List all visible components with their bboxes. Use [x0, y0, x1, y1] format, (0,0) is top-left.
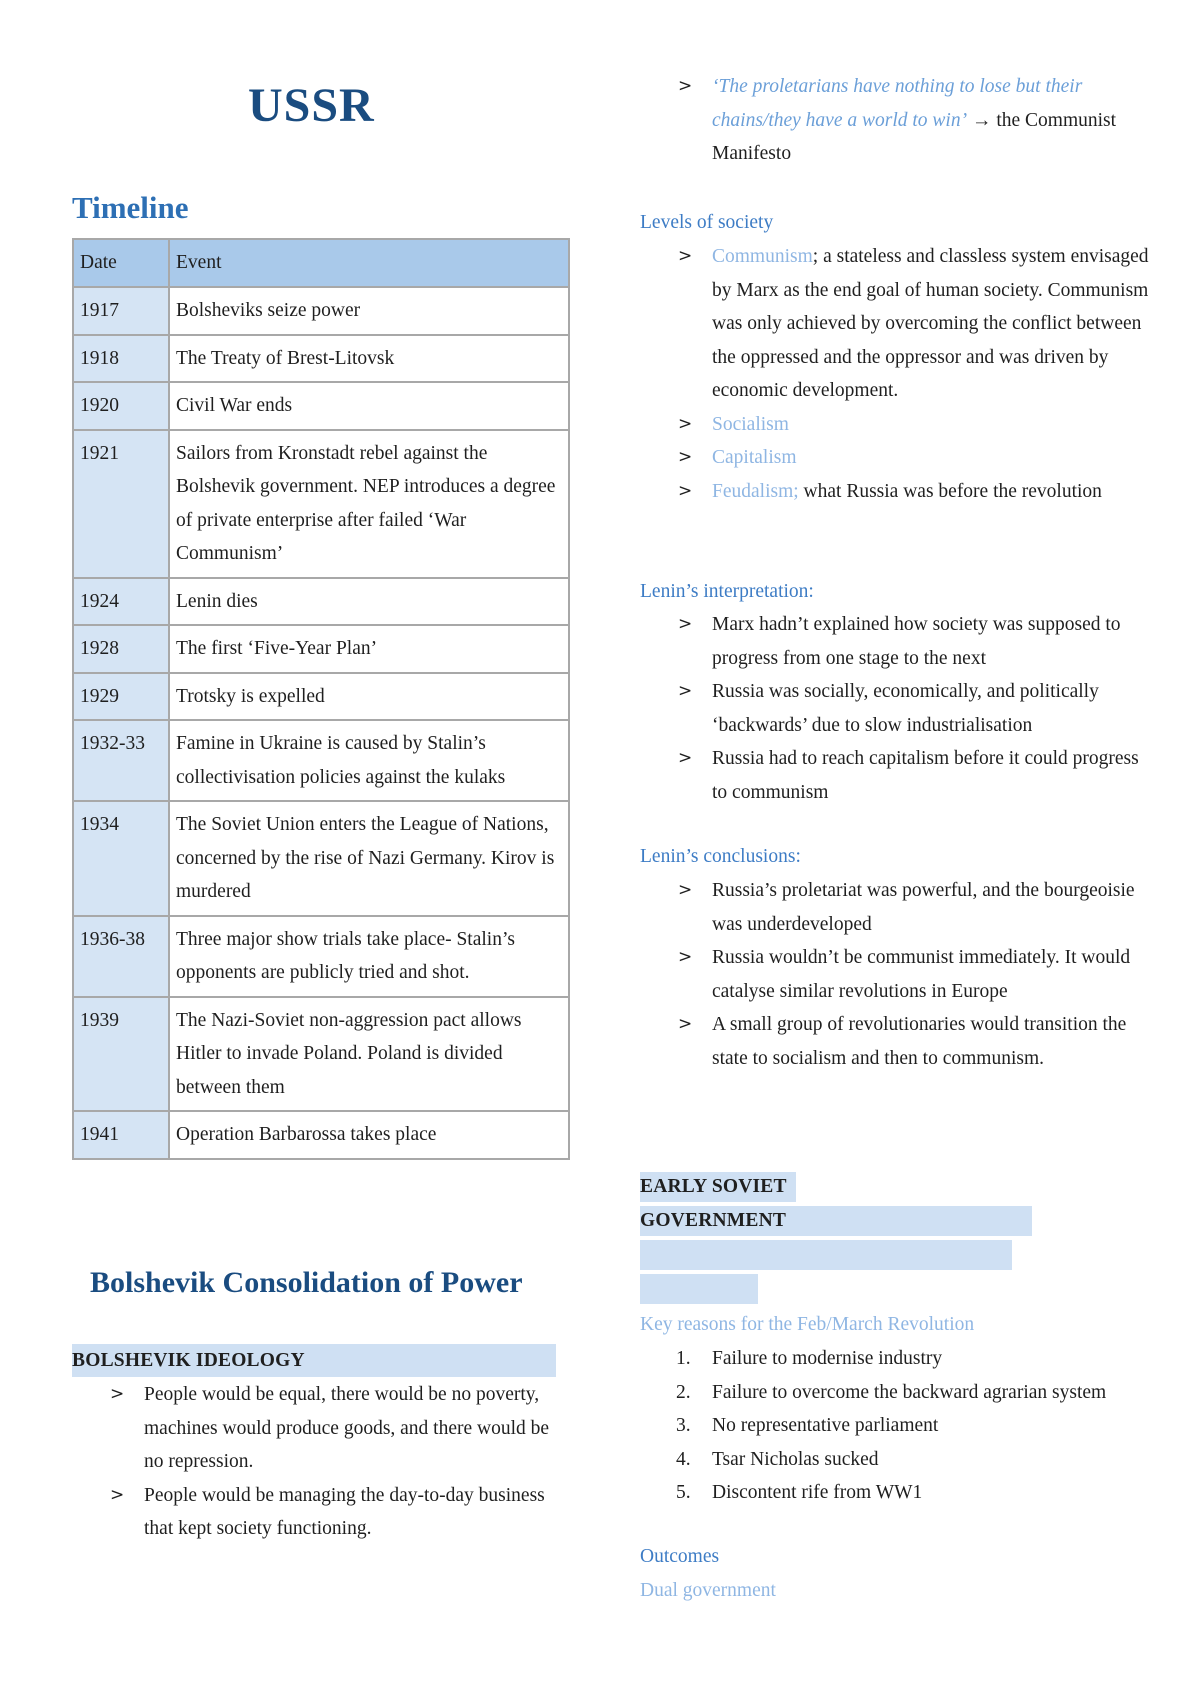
levels-list — [640, 240, 1150, 508]
table-row — [73, 382, 569, 430]
list-item — [72, 1378, 556, 1479]
table-row — [73, 1111, 569, 1159]
list-item-text: Tsar Nicholas sucked — [712, 1448, 879, 1470]
event-cell: The Treaty of Brest-Litovsk — [169, 335, 569, 383]
table-row — [73, 720, 569, 801]
manifesto-source: the Communist Manifesto — [712, 109, 1117, 164]
table-row — [73, 578, 569, 626]
date-cell: 1936-38 — [73, 916, 169, 997]
timeline-heading: Timeline — [72, 190, 189, 225]
list-item — [640, 1409, 1150, 1443]
list-item — [640, 1476, 1150, 1510]
date-cell: 1928 — [73, 625, 169, 673]
list-item-text: Russia’s proletariat was powerful, and the bourgeoisie was underdeveloped — [712, 880, 1135, 935]
ideology-label: BOLSHEVIK IDEOLOGY — [72, 1344, 556, 1377]
bullet-arrow-icon: > — [678, 447, 693, 467]
list-item-text: ; a stateless and classless system envisaged by Marx as the end goal of human society. Communism was only achieved by overcoming the conflict between the oppressed and the oppressor and was driven by economic development. — [712, 246, 1149, 401]
table-row — [73, 335, 569, 383]
date-cell: 1924 — [73, 578, 169, 626]
table-row — [73, 801, 569, 916]
list-item-text: Failure to overcome the backward agrarian system — [712, 1381, 1107, 1403]
list-item-text: Failure to modernise industry — [712, 1348, 943, 1369]
bullet-arrow-icon: > — [678, 76, 693, 96]
list-item-text: A small group of revolutionaries would transition the state to socialism and then to communism. — [712, 1014, 1127, 1069]
event-cell: Three major show trials take place- Stalin’s opponents are publicly tried and shot. — [169, 916, 569, 997]
reasons-heading: Key reasons for the Feb/March Revolution — [640, 1314, 975, 1335]
bullet-arrow-icon: > — [678, 246, 693, 266]
bullet-arrow-icon: > — [678, 413, 693, 434]
list-item — [640, 475, 1150, 509]
list-item-text: No representative parliament — [712, 1415, 939, 1436]
table-row — [73, 287, 569, 335]
bullet-arrow-icon: > — [678, 880, 693, 900]
bullet-arrow-icon: > — [678, 947, 693, 967]
event-cell: The first ‘Five-Year Plan’ — [169, 625, 569, 673]
list-item — [640, 1443, 1150, 1477]
date-cell: 1934 — [73, 801, 169, 916]
list-item-text: Russia had to reach capitalism before it could progress to communism — [712, 748, 1139, 803]
list-item — [640, 441, 1150, 475]
levels-heading: Levels of society — [640, 212, 774, 233]
table-row — [73, 625, 569, 673]
list-item — [640, 675, 1150, 742]
conclusions-heading: Lenin’s conclusions: — [640, 846, 801, 867]
event-cell: Famine in Ukraine is caused by Stalin’s collectivisation policies against the kulaks — [169, 720, 569, 801]
interpretation-list — [640, 608, 1150, 809]
date-cell: 1932-33 — [73, 720, 169, 801]
event-cell: Operation Barbarossa takes place — [169, 1111, 569, 1159]
conclusions-list — [640, 874, 1150, 1075]
bullet-arrow-icon: > — [678, 614, 693, 634]
event-cell: Bolsheviks seize power — [169, 287, 569, 335]
reasons-list — [640, 1342, 1150, 1510]
list-number: 5. — [676, 1482, 691, 1503]
list-item — [640, 70, 1150, 171]
term-link[interactable]: Socialism — [712, 413, 789, 435]
list-item — [640, 1342, 1150, 1376]
bullet-arrow-icon: > — [678, 681, 693, 701]
bullet-arrow-icon: > — [678, 748, 693, 768]
consolidation-heading: Bolshevik Consolidation of Power — [90, 1266, 523, 1299]
list-item — [640, 1008, 1150, 1075]
event-cell: Sailors from Kronstadt rebel against the Bolshevik government. NEP introduces a degree of private enterprise after failed ‘War Communism’ — [169, 430, 569, 578]
list-number: 3. — [676, 1415, 691, 1436]
government-label-line-1: EARLY SOVIET — [640, 1172, 796, 1202]
list-item-text: what Russia was before the revolution — [798, 480, 1102, 502]
list-item — [640, 742, 1150, 809]
arrow-glyph: → — [967, 109, 997, 131]
bullet-arrow-icon: > — [110, 1384, 125, 1404]
timeline-table — [72, 238, 570, 1160]
term-link[interactable]: Feudalism; — [712, 480, 799, 502]
event-cell: Lenin dies — [169, 578, 569, 626]
list-item — [640, 240, 1150, 408]
list-item — [640, 874, 1150, 941]
date-cell: 1939 — [73, 997, 169, 1112]
date-cell: 1917 — [73, 287, 169, 335]
date-cell: 1918 — [73, 335, 169, 383]
date-cell: 1920 — [73, 382, 169, 430]
outcomes-heading: Outcomes — [640, 1546, 720, 1567]
list-item — [640, 1376, 1150, 1410]
highlight-bar — [640, 1240, 1012, 1270]
list-item — [640, 608, 1150, 675]
government-label-line-2: GOVERNMENT — [640, 1206, 1032, 1236]
dual-government-heading: Dual government — [640, 1580, 776, 1601]
event-cell: Trotsky is expelled — [169, 673, 569, 721]
manifesto-quote: ‘The proletarians have nothing to lose but their chains/they have a world to win’ — [712, 76, 1083, 131]
list-item-text: People would be managing the day-to-day business that kept society functioning. — [144, 1484, 545, 1539]
table-row — [73, 430, 569, 578]
date-cell: 1921 — [73, 430, 169, 578]
event-cell: The Soviet Union enters the League of Nations, concerned by the rise of Nazi Germany. Kirov is murdered — [169, 801, 569, 916]
list-item-text: Discontent rife from WW1 — [712, 1482, 923, 1503]
table-row — [73, 673, 569, 721]
interpretation-heading: Lenin’s interpretation: — [640, 581, 814, 602]
table-header-row — [73, 239, 569, 287]
bullet-arrow-icon: > — [678, 1014, 693, 1034]
manifesto-list — [640, 70, 1150, 171]
table-row — [73, 997, 569, 1112]
list-item — [640, 941, 1150, 1008]
list-number: 1. — [676, 1348, 691, 1369]
event-cell: Civil War ends — [169, 382, 569, 430]
list-number: 2. — [676, 1381, 691, 1403]
bullet-arrow-icon: > — [110, 1484, 125, 1505]
term-link[interactable]: Capitalism — [712, 447, 797, 468]
date-cell: 1941 — [73, 1111, 169, 1159]
date-cell: 1929 — [73, 673, 169, 721]
ideology-list — [72, 1378, 556, 1546]
page-title: USSR — [248, 79, 375, 132]
column-header-event: Event — [169, 239, 569, 287]
event-cell: The Nazi-Soviet non-aggression pact allows Hitler to invade Poland. Poland is divided between them — [169, 997, 569, 1112]
list-item-text: Marx hadn’t explained how society was supposed to progress from one stage to the next — [712, 614, 1121, 669]
list-item-text: People would be equal, there would be no poverty, machines would produce goods, and there would be no repression. — [144, 1384, 550, 1472]
highlight-bar — [640, 1274, 758, 1304]
bullet-arrow-icon: > — [678, 480, 693, 501]
list-item — [72, 1479, 556, 1546]
term-link[interactable]: Communism — [712, 246, 813, 267]
table-row — [73, 916, 569, 997]
list-item-text: Russia was socially, economically, and politically ‘backwards’ due to slow industrialisation — [712, 681, 1099, 736]
list-item — [640, 408, 1150, 442]
list-number: 4. — [676, 1448, 691, 1470]
column-header-date: Date — [73, 239, 169, 287]
list-item-text: Russia wouldn’t be communist immediately. It would catalyse similar revolutions in Europe — [712, 947, 1131, 1002]
